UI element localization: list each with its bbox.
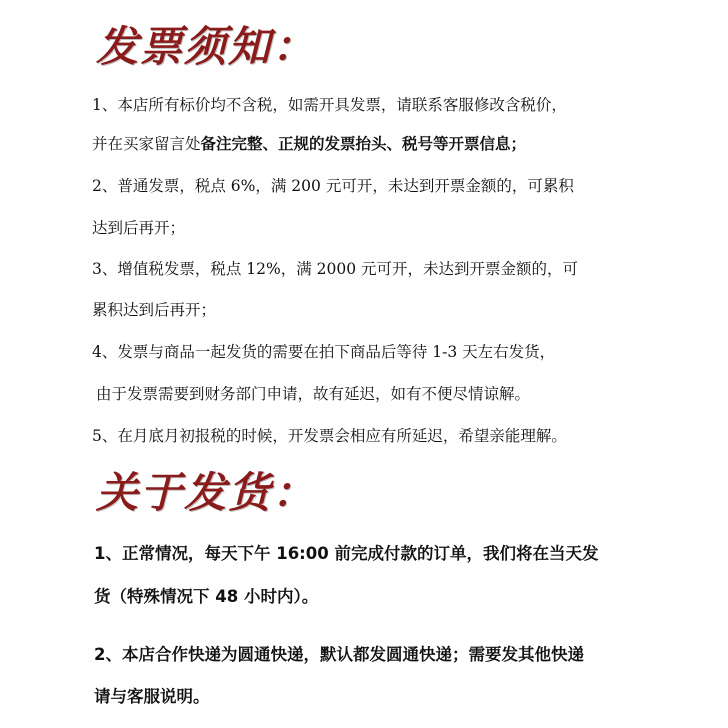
shipping-line-1: 1、正常情况，每天下午 16:00 前完成付款的订单，我们将在当天发 [94,544,599,563]
invoice-line-2-plain: 并在买家留言处 [92,135,201,153]
shipping-line-4: 请与客服说明。 [94,687,210,706]
invoice-line-1: 1、本店所有标价均不含税，如需开具发票，请联系客服修改含税价， [92,96,567,114]
shipping-line-2: 货（特殊情况下 48 小时内）。 [94,587,319,606]
invoice-heading: 发票须知： [96,22,317,71]
shipping-line-3: 2、本店合作快递为圆通快递，默认都发圆通快递；需要发其他快递 [94,645,584,664]
invoice-line-6: 累积达到后再开； [92,301,217,319]
invoice-line-5: 3、增值税发票，税点 12%，满 2000 元可开，未达到开票金额的，可 [92,260,579,278]
invoice-line-8: 由于发票需要到财务部门申请，故有延迟，如有不便尽情谅解。 [96,385,531,403]
invoice-line-3: 2、普通发票，税点 6%，满 200 元可开，未达到开票金额的，可累积 [92,177,574,195]
shipping-heading: 关于发货： [96,468,317,517]
invoice-line-4: 达到后再开； [92,219,186,237]
invoice-line-2-bold: 备注完整、正规的发票抬头、税号等开票信息； [200,135,527,153]
invoice-line-2 [92,134,526,154]
invoice-line-7: 4、发票与商品一起发货的需要在拍下商品后等待 1-3 天左右发货， [92,343,556,361]
invoice-line-9: 5、在月底月初报税的时候，开发票会相应有所延迟，希望亲能理解。 [92,427,567,445]
